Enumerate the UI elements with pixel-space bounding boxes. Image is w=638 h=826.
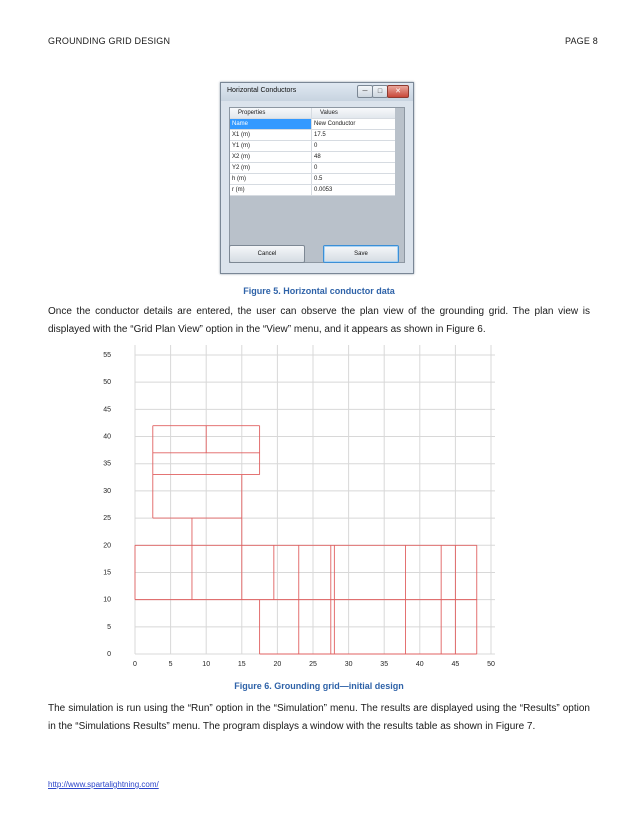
x-tick-label: 25 — [309, 661, 317, 668]
property-row[interactable] — [230, 163, 395, 174]
property-row[interactable] — [230, 152, 395, 163]
property-name: Name — [230, 119, 312, 130]
dialog-title: Horizontal Conductors — [227, 87, 297, 94]
close-icon[interactable]: ✕ — [387, 85, 409, 98]
x-tick-label: 45 — [451, 661, 460, 668]
x-tick-label: 20 — [273, 661, 282, 668]
header-title: GROUNDING GRID DESIGN — [48, 36, 171, 46]
property-name: Y1 (m) — [230, 141, 312, 152]
paragraph-intro: Once the conductor details are entered, the user can observe the plan view of the grounding grid. The plan view is displayed with the “Grid Plan View” option in the “View” menu, and it appears as shown in Figure 6. — [48, 306, 590, 335]
column-header-values: Values — [312, 108, 395, 119]
property-name: X2 (m) — [230, 152, 312, 163]
figure-6-caption: Figure 6. Grounding grid—initial design — [234, 681, 404, 691]
cancel-button[interactable]: Cancel — [229, 245, 305, 263]
y-tick-label: 35 — [103, 460, 111, 468]
x-tick-label: 50 — [487, 661, 495, 668]
property-grid[interactable] — [229, 107, 405, 263]
page-number: PAGE 8 — [564, 36, 598, 46]
x-tick-label: 0 — [133, 661, 137, 668]
property-name: Y2 (m) — [230, 163, 312, 174]
property-value-field[interactable]: 0 — [312, 163, 395, 174]
property-value-field[interactable]: 0.0053 — [312, 185, 395, 196]
y-tick-label: 10 — [103, 596, 111, 604]
property-row[interactable] — [230, 141, 395, 152]
y-tick-label: 25 — [103, 515, 111, 523]
y-tick-label: 20 — [103, 542, 111, 550]
property-row[interactable] — [230, 185, 395, 196]
dialog-titlebar[interactable] — [221, 83, 413, 101]
y-tick-label: 40 — [103, 433, 111, 441]
y-tick-label: 45 — [103, 406, 111, 414]
x-tick-label: 30 — [344, 661, 353, 668]
x-tick-label: 35 — [380, 661, 389, 668]
y-tick-label: 55 — [103, 352, 111, 359]
property-value-field[interactable]: 0.5 — [312, 174, 395, 185]
property-row[interactable] — [230, 119, 395, 130]
y-tick-label: 15 — [103, 569, 111, 577]
y-tick-label: 5 — [107, 623, 111, 631]
y-tick-label: 50 — [103, 379, 111, 387]
save-button[interactable]: Save — [323, 245, 399, 263]
figure-5-caption: Figure 5. Horizontal conductor data — [243, 286, 395, 296]
property-value-field[interactable]: New Conductor — [312, 119, 395, 130]
property-name: h (m) — [230, 174, 312, 185]
property-row[interactable] — [230, 130, 395, 141]
footer-link[interactable]: http://www.spartalightning.com/ — [48, 780, 159, 789]
y-tick-label: 0 — [107, 651, 111, 658]
y-tick-label: 30 — [103, 487, 111, 495]
x-tick-label: 10 — [202, 661, 211, 668]
property-value-field[interactable]: 48 — [312, 152, 395, 163]
minimize-icon[interactable]: ─ — [357, 85, 373, 98]
property-name: X1 (m) — [230, 130, 312, 141]
grid-plan-view-chart — [90, 340, 500, 670]
property-value-field[interactable]: 0 — [312, 141, 395, 152]
x-tick-label: 5 — [168, 661, 173, 668]
x-tick-label: 15 — [237, 661, 246, 668]
maximize-icon[interactable]: □ — [372, 85, 388, 98]
property-grid-header — [230, 108, 395, 119]
paragraph-simulation: The simulation is run using the “Run” option in the “Simulation” menu. The results are displayed using the “Results” option in the “Simulations Results” menu. The program displays a window with the results table as shown in Figure 7. — [48, 703, 590, 732]
x-tick-label: 40 — [415, 661, 424, 668]
property-row[interactable] — [230, 174, 395, 185]
column-header-properties: Properties — [230, 108, 312, 119]
property-name: r (m) — [230, 185, 312, 196]
horizontal-conductors-dialog — [220, 82, 414, 274]
property-value-field[interactable]: 17.5 — [312, 130, 395, 141]
